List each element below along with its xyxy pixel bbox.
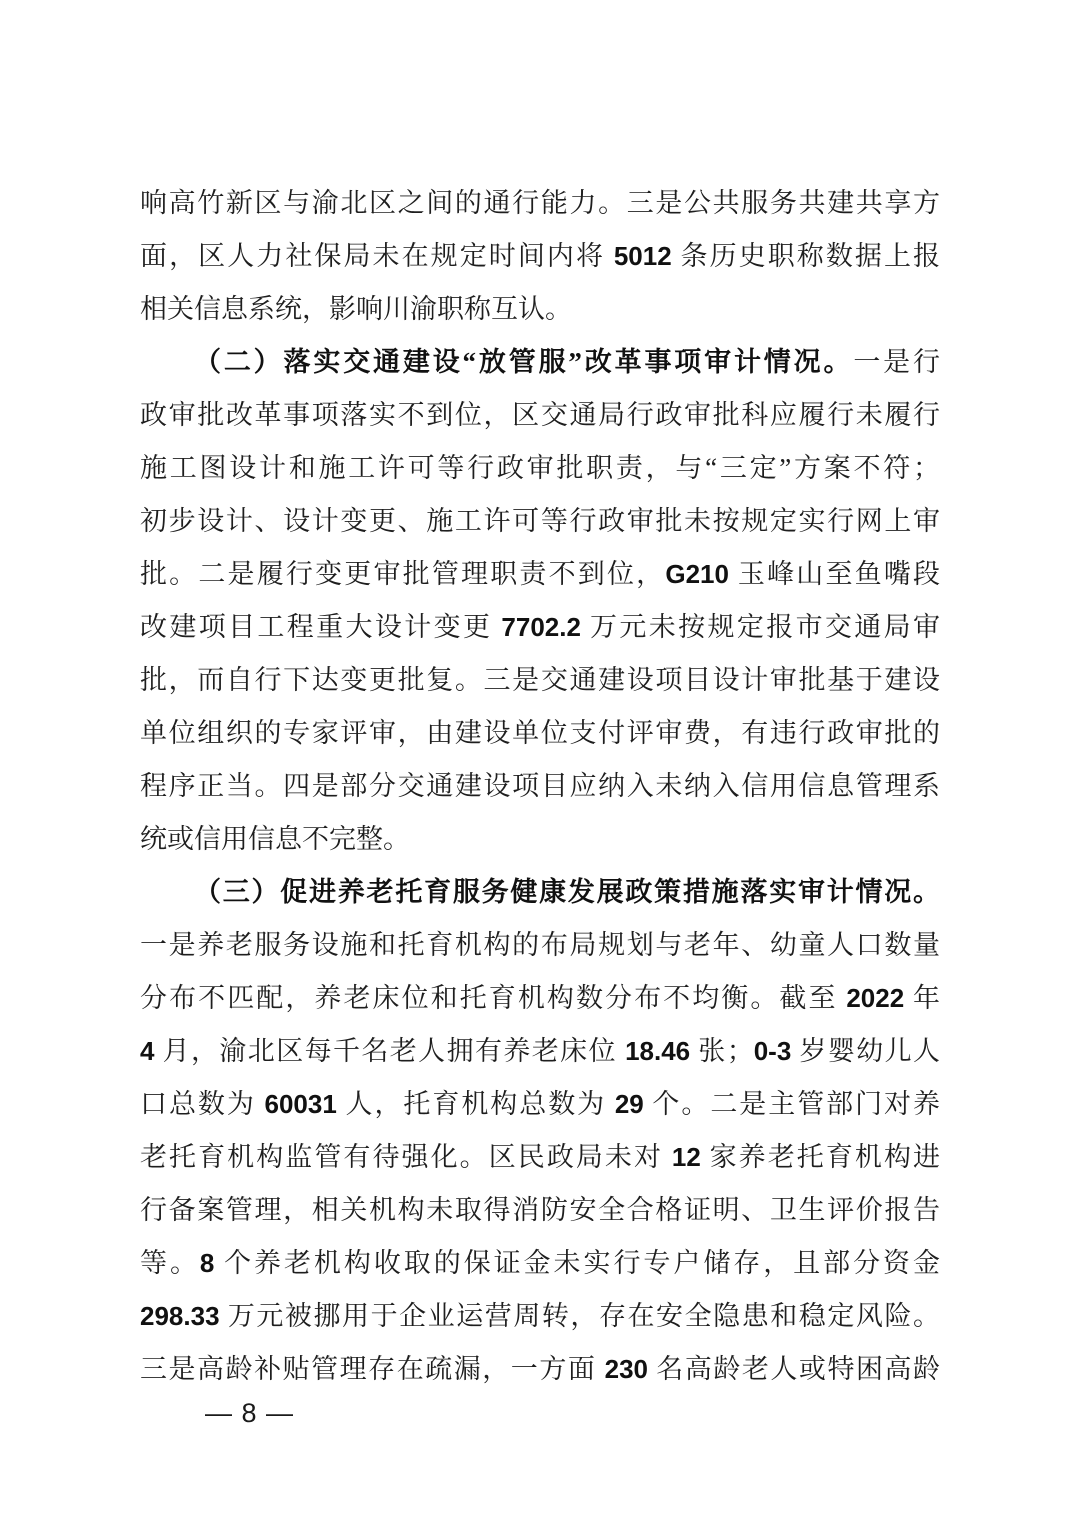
- body-text-segment: 老托育机构监管有待强化。区民政局未对: [140, 1142, 672, 1172]
- text-line: [140, 1184, 940, 1237]
- body-text-segment: 个养老机构收取的保证金未实行专户储存，且部分资金: [214, 1248, 940, 1278]
- body-text-segment: 统或信用信息不完整。: [140, 824, 410, 854]
- text-line: [140, 1131, 940, 1184]
- body-text-segment: 行备案管理，相关机构未取得消防安全合格证明、卫生评价报告: [140, 1195, 940, 1225]
- numeric-text: 4: [140, 1036, 155, 1066]
- body-text-segment: 一是行: [853, 347, 940, 377]
- body-text-segment: 名高龄老人或特困高龄: [648, 1354, 940, 1384]
- text-line: [140, 1025, 940, 1078]
- text-line: [140, 1237, 940, 1290]
- numeric-text: 8: [199, 1248, 215, 1278]
- text-line: [140, 601, 940, 654]
- numeric-text: 12: [671, 1142, 701, 1172]
- text-line: [140, 1343, 940, 1396]
- text-line: [140, 442, 940, 495]
- text-line: [140, 336, 940, 389]
- text-line: [140, 654, 940, 707]
- body-text-segment: 批，而自行下达变更批复。三是交通建设项目设计审批基于建设: [140, 665, 940, 695]
- body-text-segment: 年: [904, 983, 940, 1013]
- body-text-segment: 程序正当。四是部分交通建设项目应纳入未纳入信用信息管理系: [140, 771, 940, 801]
- text-line: [140, 760, 940, 813]
- text-line: [140, 972, 940, 1025]
- numeric-text: 7702.2: [501, 612, 581, 642]
- numeric-text: 298.33: [140, 1301, 220, 1331]
- body-text-segment: 万元被挪用于企业运营周转，存在安全隐患和稳定风险。: [219, 1301, 940, 1331]
- text-line: [140, 389, 940, 442]
- body-text-segment: 相关信息系统，影响川渝职称互认。: [140, 294, 572, 324]
- body-text-segment: 万元未按规定报市交通局审: [580, 612, 940, 642]
- body-text-segment: 一是养老服务设施和托育机构的布局规划与老年、幼童人口数量: [140, 930, 940, 960]
- section-heading: （二）落实交通建设“放管服”改革事项审计情况。: [194, 347, 854, 377]
- text-line: [140, 548, 940, 601]
- body-text-segment: 玉峰山至鱼嘴段: [728, 559, 940, 589]
- text-line: [140, 1290, 940, 1343]
- text-line: [140, 919, 940, 972]
- body-text-segment: 家养老托育机构进: [700, 1142, 940, 1172]
- text-line: [140, 707, 940, 760]
- body-text-segment: 面，区人力社保局未在规定时间内将: [140, 241, 614, 271]
- numeric-text: 5012: [613, 241, 672, 271]
- body-text-segment: 政审批改革事项落实不到位，区交通局行政审批科应履行未履行: [140, 400, 940, 430]
- page-number: — 8 —: [205, 1398, 295, 1428]
- body-text-segment: 施工图设计和施工许可等行政审批职责，与“三定”方案不符；: [140, 453, 940, 483]
- body-text-segment: 分布不匹配，养老床位和托育机构数分布不均衡。截至: [140, 983, 847, 1013]
- text-line: [140, 230, 940, 283]
- text-line: [140, 283, 940, 336]
- body-text-segment: 批。二是履行变更审批管理职责不到位，: [140, 559, 666, 589]
- body-text-segment: 响高竹新区与渝北区之间的通行能力。三是公共服务共建共享方: [140, 188, 940, 218]
- body-text-segment: 三是高龄补贴管理存在疏漏，一方面: [140, 1354, 605, 1384]
- body-text-segment: 人，托育机构总数为: [336, 1089, 615, 1119]
- body-text-segment: 初步设计、设计变更、施工许可等行政审批未按规定实行网上审: [140, 506, 940, 536]
- body-text-segment: 单位组织的专家评审，由建设单位支付评审费，有违行政审批的: [140, 718, 940, 748]
- body-text-segment: 等。: [140, 1248, 200, 1278]
- body-text-segment: 月，渝北区每千名老人拥有养老床位: [154, 1036, 626, 1066]
- numeric-text: 18.46: [625, 1036, 691, 1066]
- body-text-segment: 岁婴幼儿人: [791, 1036, 940, 1066]
- numeric-text: G210: [665, 559, 729, 589]
- text-line: [140, 866, 940, 919]
- text-line: [140, 1078, 940, 1131]
- document-body: [140, 177, 940, 1396]
- body-text-segment: 张；: [690, 1036, 754, 1066]
- numeric-text: 0-3: [753, 1036, 792, 1066]
- body-text-segment: 个。二是主管部门对养: [643, 1089, 940, 1119]
- numeric-text: 2022: [846, 983, 905, 1013]
- body-text-segment: 口总数为: [140, 1089, 265, 1119]
- body-text-segment: 改建项目工程重大设计变更: [140, 612, 502, 642]
- text-line: [140, 495, 940, 548]
- text-line: [140, 813, 940, 866]
- text-line: [140, 177, 940, 230]
- section-heading: （三）促进养老托育服务健康发展政策措施落实审计情况。: [194, 877, 940, 907]
- numeric-text: 230: [604, 1354, 649, 1384]
- body-text-segment: 条历史职称数据上报: [671, 241, 940, 271]
- numeric-text: 29: [614, 1089, 644, 1119]
- numeric-text: 60031: [264, 1089, 337, 1119]
